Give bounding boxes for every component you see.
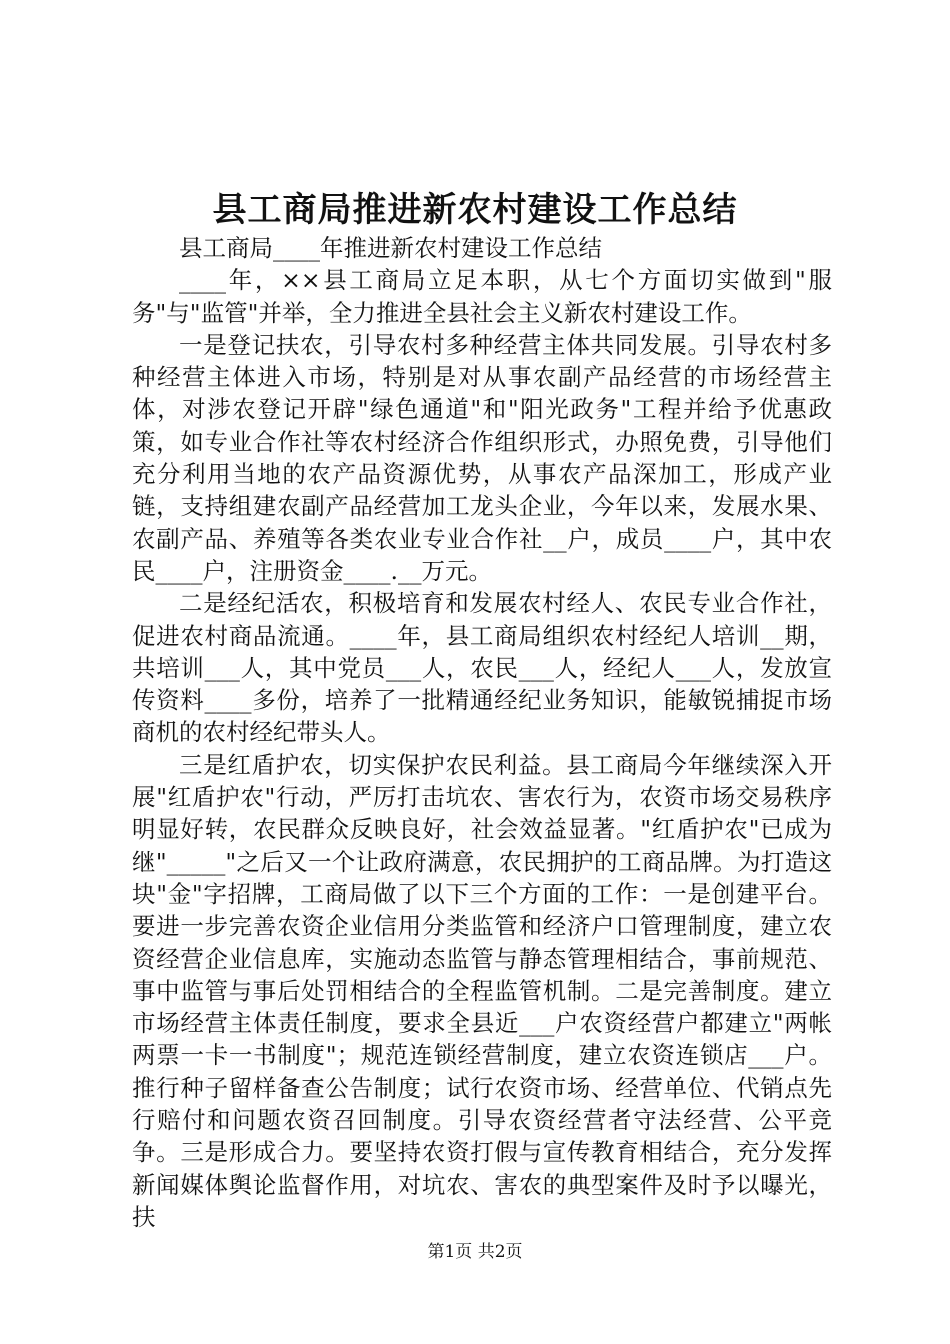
document-title: 县工商局推进新农村建设工作总结: [212, 190, 738, 230]
page-number: 第1页 共2页: [427, 1242, 523, 1262]
paragraph-red-shield: 三是红盾护农，切实保护农民利益。县工商局今年继续深入开展"红盾护农"行动，严厉打击坑农、害农行为，农资市场交易秩序明显好转，农民群众反映良好，社会效益显著。"红盾护农"已成为继"_____"之后又一个让政府满意，农民拥护的工商品牌。为打造这块"金"字招牌，工商局做了以下三个方面的工作：一是创建平台。要进一步完善农资企业信用分类监管和经济户口管理制度，建立农资经营企业信息库，实施动态监管与静态管理相结合，事前规范、事中监管与事后处罚相结合的全程监管机制。二是完善制度。建立市场经营主体责任制度，要求全县近___户农资经营户都建立"两帐两票一卡一书制度"；规范连锁经营制度，建立农资连锁店___户。推行种子留样备查公告制度；试行农资市场、经营单位、代销点先行赔付和问题农资召回制度。引导农资经营者守法经营、公平竞争。三是形成合力。要坚持农资打假与宣传教育相结合，充分发挥新闻媒体舆论监督作用，对坑农、害农的典型案件及时予以曝光，扶: [132, 750, 832, 1231]
paragraph-registration-support: 一是登记扶农，引导农村多种经营主体共同发展。引导农村多种经营主体进入市场，特别是对从事农副产品经营的市场经营主体，对涉农登记开辟"绿色通道"和"阳光政务"工程并给予优惠政策，如专业合作社等农村经济合作组织形式，办照免费，引导他们充分利用当地的农产品资源优势，从事农产品深加工，形成产业链，支持组建农副产品经营加工龙头企业，今年以来，发展水果、农副产品、养殖等各类农业专业合作社__户，成员____户，其中农民____户，注册资金____.__万元。: [132, 330, 832, 585]
paragraph-subtitle: 县工商局____年推进新农村建设工作总结: [179, 234, 602, 262]
paragraph-intro: ____年，××县工商局立足本职，从七个方面切实做到"服务"与"监管"并举，全力推进全县社会主义新农村建设工作。: [132, 266, 832, 327]
paragraph-broker-support: 二是经纪活农，积极培育和发展农村经人、农民专业合作社，促进农村商品流通。____年，县工商局组织农村经纪人培训__期，共培训___人，其中党员___人，农民___人，经纪人___人，发放宣传资料____多份，培养了一批精通经纪业务知识，能敏锐捕捉市场商机的农村经纪带头人。: [132, 589, 832, 747]
document-body: [132, 232, 832, 1233]
